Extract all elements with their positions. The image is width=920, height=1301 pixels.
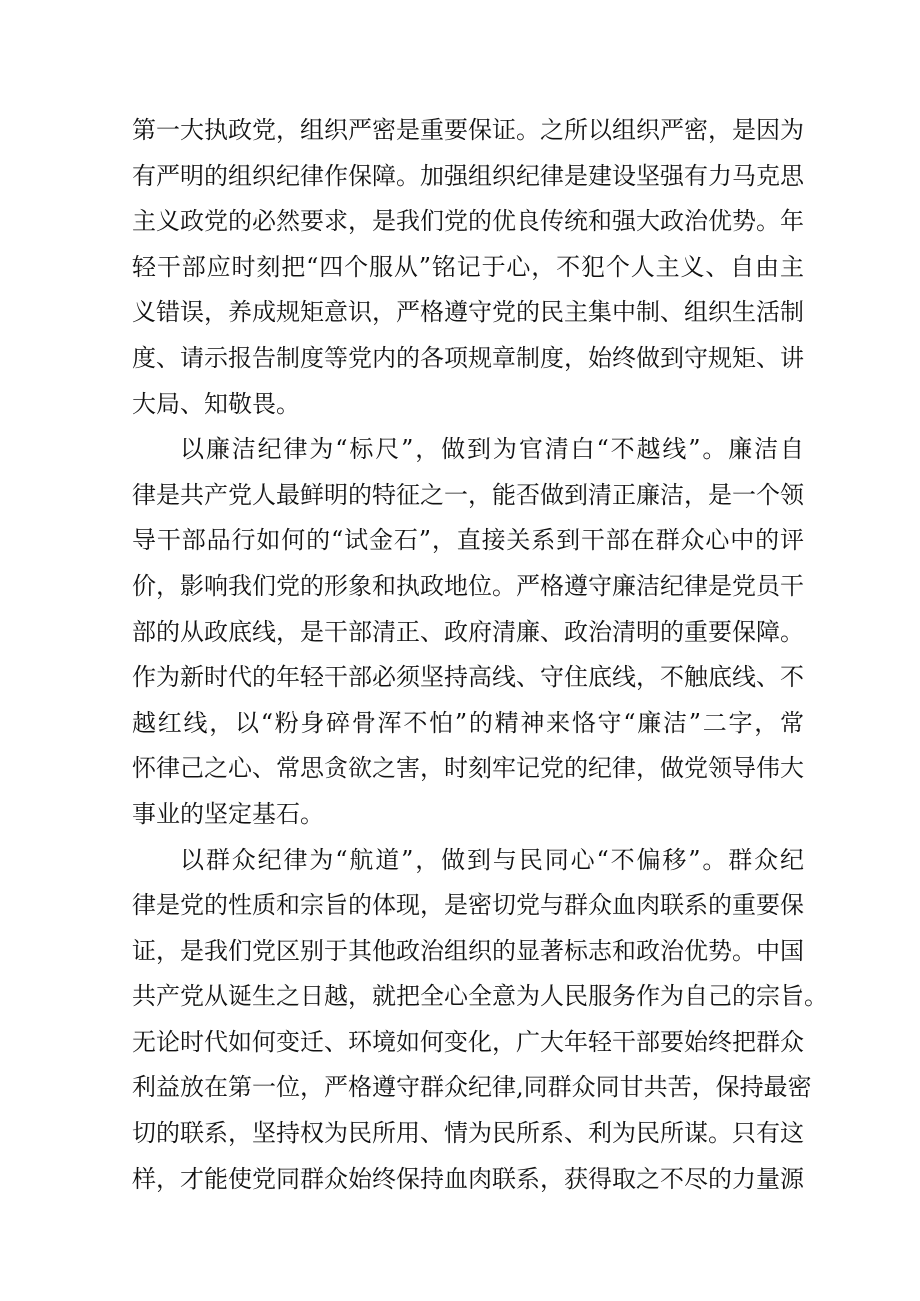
- text-line: 轻干部应时刻把“四个服从”铭记于心，不犯个人主义、自由主: [132, 252, 804, 281]
- text-line: 越红线，以“粉身碎骨浑不怕”的精神来恪守“廉洁”二字，常: [132, 708, 804, 737]
- text-line: 部的从政底线，是干部清正、政府清廉、政治清明的重要保障。: [132, 617, 804, 646]
- text-line: 利益放在第一位，严格遵守群众纪律,同群众同甘共苦，保持最密: [132, 1073, 812, 1102]
- text-line: 有严明的组织纪律作保障。加强组织纪律是建设坚强有力马克思: [132, 161, 804, 190]
- paragraph-2: [132, 427, 804, 837]
- paragraph-3: [132, 838, 828, 1203]
- text-line: 事业的坚定基石。: [132, 799, 324, 828]
- text-line: 以群众纪律为“航道”，做到与民同心“不偏移”。群众纪: [180, 845, 804, 874]
- text-line: 无论时代如何变迁、环境如何变化，广大年轻干部要始终把群众: [132, 1027, 804, 1056]
- text-line: 度、请示报告制度等党内的各项规章制度，始终做到守规矩、讲: [132, 343, 804, 372]
- text-line: 作为新时代的年轻干部必须坚持高线、守住底线，不触底线、不: [132, 663, 804, 692]
- text-line: 第一大执政党，组织严密是重要保证。之所以组织严密，是因为: [132, 116, 804, 144]
- text-line: 主义政党的必然要求，是我们党的优良传统和强大政治优势。年: [132, 207, 804, 236]
- text-line: 共产党从诞生之日越，就把全心全意为人民服务作为自己的宗旨。: [132, 982, 828, 1011]
- paragraph-1: [132, 108, 804, 427]
- body-text: [132, 108, 828, 1202]
- text-line: 证，是我们党区别于其他政治组织的显著标志和政治优势。中国: [132, 936, 804, 965]
- text-line: 大局、知敬畏。: [132, 389, 300, 418]
- text-line: 律是党的性质和宗旨的体现，是密切党与群众血肉联系的重要保: [132, 891, 804, 920]
- text-line: 价，影响我们党的形象和执政地位。严格遵守廉洁纪律是党员干: [132, 571, 804, 600]
- text-line: 切的联系，坚持权为民所用、情为民所系、利为民所谋。只有这: [132, 1119, 804, 1148]
- text-line: 怀律己之心、常思贪欲之害，时刻牢记党的纪律，做党领导伟大: [132, 754, 804, 783]
- text-line: 导干部品行如何的“试金石”，直接关系到干部在群众心中的评: [132, 526, 804, 555]
- text-line: 义错误，养成规矩意识，严格遵守党的民主集中制、组织生活制: [132, 298, 804, 327]
- text-line: 样，才能使党同群众始终保持血肉联系，获得取之不尽的力量源: [132, 1164, 804, 1193]
- text-line: 以廉洁纪律为“标尺”，做到为官清白“不越线”。廉洁自: [180, 435, 804, 464]
- text-line: 律是共产党人最鲜明的特征之一，能否做到清正廉洁，是一个领: [132, 480, 804, 509]
